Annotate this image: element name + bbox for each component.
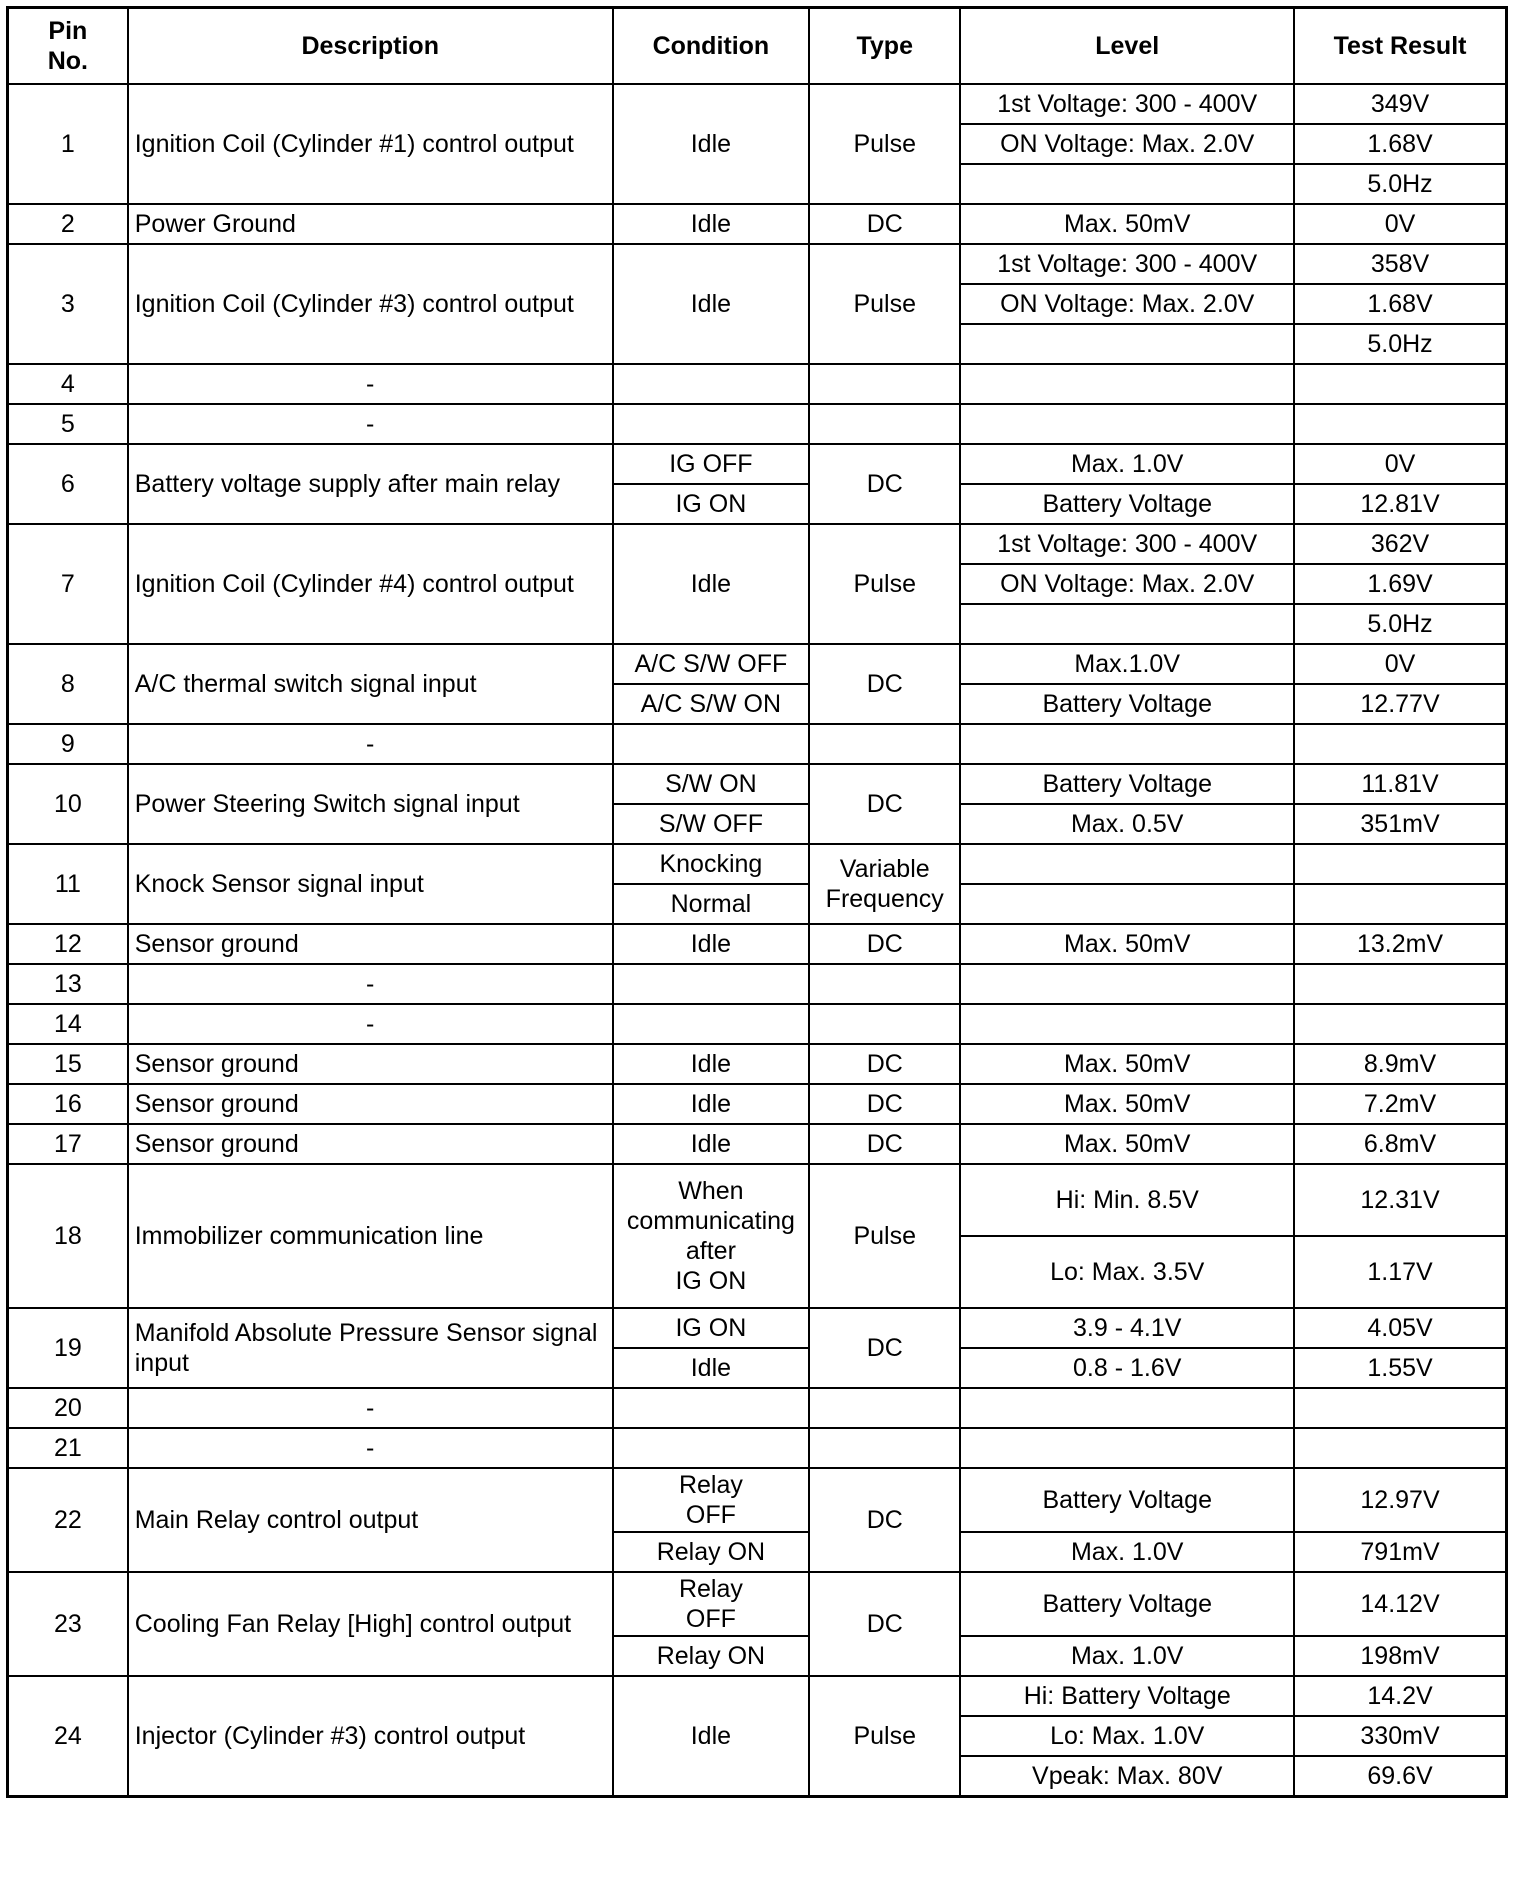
pin-type <box>809 1388 960 1428</box>
pin-type: DC <box>809 444 960 524</box>
pin-test-result: 8.9mV <box>1294 1044 1506 1084</box>
table-row <box>8 764 1507 804</box>
pin-level: 3.9 - 4.1V <box>960 1308 1294 1348</box>
pin-test-result: 6.8mV <box>1294 1124 1506 1164</box>
pin-type: DC <box>809 204 960 244</box>
table-row <box>8 1124 1507 1164</box>
pin-description: Sensor ground <box>128 1124 613 1164</box>
pin-number: 7 <box>8 524 128 644</box>
pin-number: 8 <box>8 644 128 724</box>
pin-test-result <box>1294 1428 1506 1468</box>
pin-condition: Idle <box>613 1676 809 1797</box>
pin-level: Max. 1.0V <box>960 1532 1294 1572</box>
pin-condition: Idle <box>613 84 809 204</box>
pin-test-result <box>1294 884 1506 924</box>
pin-condition: Relay OFF <box>613 1572 809 1636</box>
header-type: Type <box>809 8 960 85</box>
pin-level: Max. 50mV <box>960 1044 1294 1084</box>
pin-description: Ignition Coil (Cylinder #1) control output <box>128 84 613 204</box>
pin-type: DC <box>809 1468 960 1572</box>
pin-number: 23 <box>8 1572 128 1676</box>
pin-description: Injector (Cylinder #3) control output <box>128 1676 613 1797</box>
pin-condition: Normal <box>613 884 809 924</box>
pin-level: Battery Voltage <box>960 1572 1294 1636</box>
pin-number: 4 <box>8 364 128 404</box>
pin-condition <box>613 1428 809 1468</box>
pin-description: - <box>128 1428 613 1468</box>
pin-condition <box>613 964 809 1004</box>
pin-level: ON Voltage: Max. 2.0V <box>960 124 1294 164</box>
table-row <box>8 524 1507 564</box>
pin-level: Hi: Min. 8.5V <box>960 1164 1294 1236</box>
pin-test-result: 362V <box>1294 524 1506 564</box>
pin-type: Pulse <box>809 1164 960 1308</box>
pin-number: 16 <box>8 1084 128 1124</box>
pin-number: 18 <box>8 1164 128 1308</box>
table-row <box>8 204 1507 244</box>
pin-test-result: 12.31V <box>1294 1164 1506 1236</box>
pin-condition <box>613 724 809 764</box>
pin-number: 21 <box>8 1428 128 1468</box>
pin-level <box>960 964 1294 1004</box>
pin-type: DC <box>809 1044 960 1084</box>
pin-level: Max. 50mV <box>960 924 1294 964</box>
pin-type: DC <box>809 764 960 844</box>
pin-level <box>960 884 1294 924</box>
pin-description: Battery voltage supply after main relay <box>128 444 613 524</box>
pin-test-result <box>1294 844 1506 884</box>
pin-type: DC <box>809 644 960 724</box>
pin-test-result: 0V <box>1294 204 1506 244</box>
pin-condition: Relay ON <box>613 1636 809 1676</box>
pin-condition: IG ON <box>613 1308 809 1348</box>
pin-level: 1st Voltage: 300 - 400V <box>960 524 1294 564</box>
pin-type <box>809 1428 960 1468</box>
pin-type: Pulse <box>809 1676 960 1797</box>
pin-number: 10 <box>8 764 128 844</box>
pin-description: Ignition Coil (Cylinder #4) control output <box>128 524 613 644</box>
pin-test-result <box>1294 1388 1506 1428</box>
pin-test-result: 1.68V <box>1294 124 1506 164</box>
pin-test-result: 1.69V <box>1294 564 1506 604</box>
pin-description: Power Ground <box>128 204 613 244</box>
table-row <box>8 1308 1507 1348</box>
header-test-result: Test Result <box>1294 8 1506 85</box>
pin-type: DC <box>809 1572 960 1676</box>
pin-condition: A/C S/W ON <box>613 684 809 724</box>
pin-test-result: 12.97V <box>1294 1468 1506 1532</box>
pin-condition: IG OFF <box>613 444 809 484</box>
pin-test-result: 351mV <box>1294 804 1506 844</box>
pin-level: Lo: Max. 1.0V <box>960 1716 1294 1756</box>
header-level: Level <box>960 8 1294 85</box>
pin-level: 0.8 - 1.6V <box>960 1348 1294 1388</box>
pin-test-result: 1.17V <box>1294 1236 1506 1308</box>
pin-type <box>809 364 960 404</box>
pin-level: Battery Voltage <box>960 684 1294 724</box>
table-body <box>8 84 1507 1797</box>
pin-number: 11 <box>8 844 128 924</box>
pin-test-result <box>1294 404 1506 444</box>
pin-condition: A/C S/W OFF <box>613 644 809 684</box>
table-row <box>8 364 1507 404</box>
pin-description: Sensor ground <box>128 1084 613 1124</box>
header-pin-no: Pin No. <box>8 8 128 85</box>
table-row <box>8 404 1507 444</box>
pin-test-result <box>1294 724 1506 764</box>
table-row <box>8 924 1507 964</box>
table-row <box>8 844 1507 884</box>
pin-type <box>809 724 960 764</box>
pin-number: 6 <box>8 444 128 524</box>
pin-test-result: 5.0Hz <box>1294 324 1506 364</box>
pin-condition <box>613 1004 809 1044</box>
pin-test-result: 5.0Hz <box>1294 164 1506 204</box>
pin-level <box>960 404 1294 444</box>
table-row <box>8 1676 1507 1716</box>
pin-test-result <box>1294 1004 1506 1044</box>
pin-test-result: 14.2V <box>1294 1676 1506 1716</box>
pin-type: DC <box>809 1308 960 1388</box>
pin-condition: Idle <box>613 1124 809 1164</box>
pin-level: ON Voltage: Max. 2.0V <box>960 284 1294 324</box>
pin-number: 20 <box>8 1388 128 1428</box>
pin-description: - <box>128 724 613 764</box>
pin-condition <box>613 404 809 444</box>
pin-test-result: 1.68V <box>1294 284 1506 324</box>
pin-type <box>809 404 960 444</box>
pin-level: 1st Voltage: 300 - 400V <box>960 84 1294 124</box>
pin-number: 15 <box>8 1044 128 1084</box>
pin-level: Battery Voltage <box>960 764 1294 804</box>
pin-condition: Relay ON <box>613 1532 809 1572</box>
pin-number: 9 <box>8 724 128 764</box>
pin-description: Immobilizer communication line <box>128 1164 613 1308</box>
pin-number: 13 <box>8 964 128 1004</box>
pin-level: Max. 1.0V <box>960 1636 1294 1676</box>
pin-type: DC <box>809 1124 960 1164</box>
header-condition: Condition <box>613 8 809 85</box>
table-row <box>8 1388 1507 1428</box>
pin-test-result: 4.05V <box>1294 1308 1506 1348</box>
table-row <box>8 724 1507 764</box>
pin-description: Main Relay control output <box>128 1468 613 1572</box>
table-row <box>8 84 1507 124</box>
table-row <box>8 1164 1507 1236</box>
pin-test-result: 198mV <box>1294 1636 1506 1676</box>
pin-type: DC <box>809 1084 960 1124</box>
pin-description: Sensor ground <box>128 924 613 964</box>
pin-level <box>960 364 1294 404</box>
pin-condition: Idle <box>613 1044 809 1084</box>
pin-type: Pulse <box>809 524 960 644</box>
table-row <box>8 1572 1507 1636</box>
pin-test-result: 5.0Hz <box>1294 604 1506 644</box>
pin-description: - <box>128 1004 613 1044</box>
pin-description: Power Steering Switch signal input <box>128 764 613 844</box>
pin-description: - <box>128 1388 613 1428</box>
pin-test-result: 330mV <box>1294 1716 1506 1756</box>
header-description: Description <box>128 8 613 85</box>
table-row <box>8 1084 1507 1124</box>
pin-level: Max. 1.0V <box>960 444 1294 484</box>
pin-test-table <box>6 6 1508 1798</box>
pin-level <box>960 1004 1294 1044</box>
pin-description: - <box>128 404 613 444</box>
pin-number: 14 <box>8 1004 128 1044</box>
pin-level: Battery Voltage <box>960 1468 1294 1532</box>
pin-type: Variable Frequency <box>809 844 960 924</box>
pin-test-result: 14.12V <box>1294 1572 1506 1636</box>
pin-level <box>960 1388 1294 1428</box>
table-row <box>8 1428 1507 1468</box>
pin-level <box>960 724 1294 764</box>
pin-number: 24 <box>8 1676 128 1797</box>
pin-description: Knock Sensor signal input <box>128 844 613 924</box>
table-row <box>8 964 1507 1004</box>
header-row <box>8 8 1507 85</box>
pin-condition: When communicating after IG ON <box>613 1164 809 1308</box>
pin-level: Max. 50mV <box>960 204 1294 244</box>
pin-description: Manifold Absolute Pressure Sensor signal input <box>128 1308 613 1388</box>
pin-level <box>960 324 1294 364</box>
pin-condition: Relay OFF <box>613 1468 809 1532</box>
pin-condition: Idle <box>613 924 809 964</box>
pin-type: Pulse <box>809 244 960 364</box>
pin-level <box>960 604 1294 644</box>
pin-level <box>960 1428 1294 1468</box>
pin-test-result <box>1294 964 1506 1004</box>
pin-test-result: 12.81V <box>1294 484 1506 524</box>
pin-test-result <box>1294 364 1506 404</box>
pin-condition: Idle <box>613 244 809 364</box>
pin-type: DC <box>809 924 960 964</box>
table-row <box>8 1468 1507 1532</box>
pin-number: 3 <box>8 244 128 364</box>
pin-condition: Idle <box>613 1348 809 1388</box>
pin-number: 22 <box>8 1468 128 1572</box>
pin-condition: S/W OFF <box>613 804 809 844</box>
pin-test-result: 12.77V <box>1294 684 1506 724</box>
pin-level: Max. 0.5V <box>960 804 1294 844</box>
pin-number: 12 <box>8 924 128 964</box>
pin-condition <box>613 364 809 404</box>
pin-test-result: 1.55V <box>1294 1348 1506 1388</box>
pin-level: Hi: Battery Voltage <box>960 1676 1294 1716</box>
pin-condition <box>613 1388 809 1428</box>
pin-level: Max. 50mV <box>960 1084 1294 1124</box>
pin-condition: S/W ON <box>613 764 809 804</box>
pin-test-result: 0V <box>1294 644 1506 684</box>
pin-description: - <box>128 364 613 404</box>
pin-type: Pulse <box>809 84 960 204</box>
table-row <box>8 444 1507 484</box>
pin-number: 1 <box>8 84 128 204</box>
pin-test-result: 358V <box>1294 244 1506 284</box>
pin-condition: Idle <box>613 204 809 244</box>
pin-number: 17 <box>8 1124 128 1164</box>
pin-number: 5 <box>8 404 128 444</box>
pin-level: Battery Voltage <box>960 484 1294 524</box>
pin-number: 19 <box>8 1308 128 1388</box>
pin-test-result: 7.2mV <box>1294 1084 1506 1124</box>
pin-test-result: 0V <box>1294 444 1506 484</box>
table-row <box>8 244 1507 284</box>
table-row <box>8 644 1507 684</box>
table-row <box>8 1004 1507 1044</box>
pin-test-result: 791mV <box>1294 1532 1506 1572</box>
pin-condition: Knocking <box>613 844 809 884</box>
pin-level: Max. 50mV <box>960 1124 1294 1164</box>
pin-level <box>960 844 1294 884</box>
pin-level: Vpeak: Max. 80V <box>960 1756 1294 1797</box>
pin-description: - <box>128 964 613 1004</box>
pin-type <box>809 964 960 1004</box>
pin-number: 2 <box>8 204 128 244</box>
pin-level: ON Voltage: Max. 2.0V <box>960 564 1294 604</box>
pin-test-result: 69.6V <box>1294 1756 1506 1797</box>
pin-type <box>809 1004 960 1044</box>
pin-description: Ignition Coil (Cylinder #3) control output <box>128 244 613 364</box>
pin-level: Max.1.0V <box>960 644 1294 684</box>
pin-description: Cooling Fan Relay [High] control output <box>128 1572 613 1676</box>
pin-test-result: 349V <box>1294 84 1506 124</box>
pin-condition: Idle <box>613 1084 809 1124</box>
pin-level: Lo: Max. 3.5V <box>960 1236 1294 1308</box>
pin-condition: Idle <box>613 524 809 644</box>
table-row <box>8 1044 1507 1084</box>
pin-test-result: 11.81V <box>1294 764 1506 804</box>
pin-level: 1st Voltage: 300 - 400V <box>960 244 1294 284</box>
pin-level <box>960 164 1294 204</box>
pin-description: Sensor ground <box>128 1044 613 1084</box>
pin-test-result: 13.2mV <box>1294 924 1506 964</box>
pin-description: A/C thermal switch signal input <box>128 644 613 724</box>
pin-condition: IG ON <box>613 484 809 524</box>
